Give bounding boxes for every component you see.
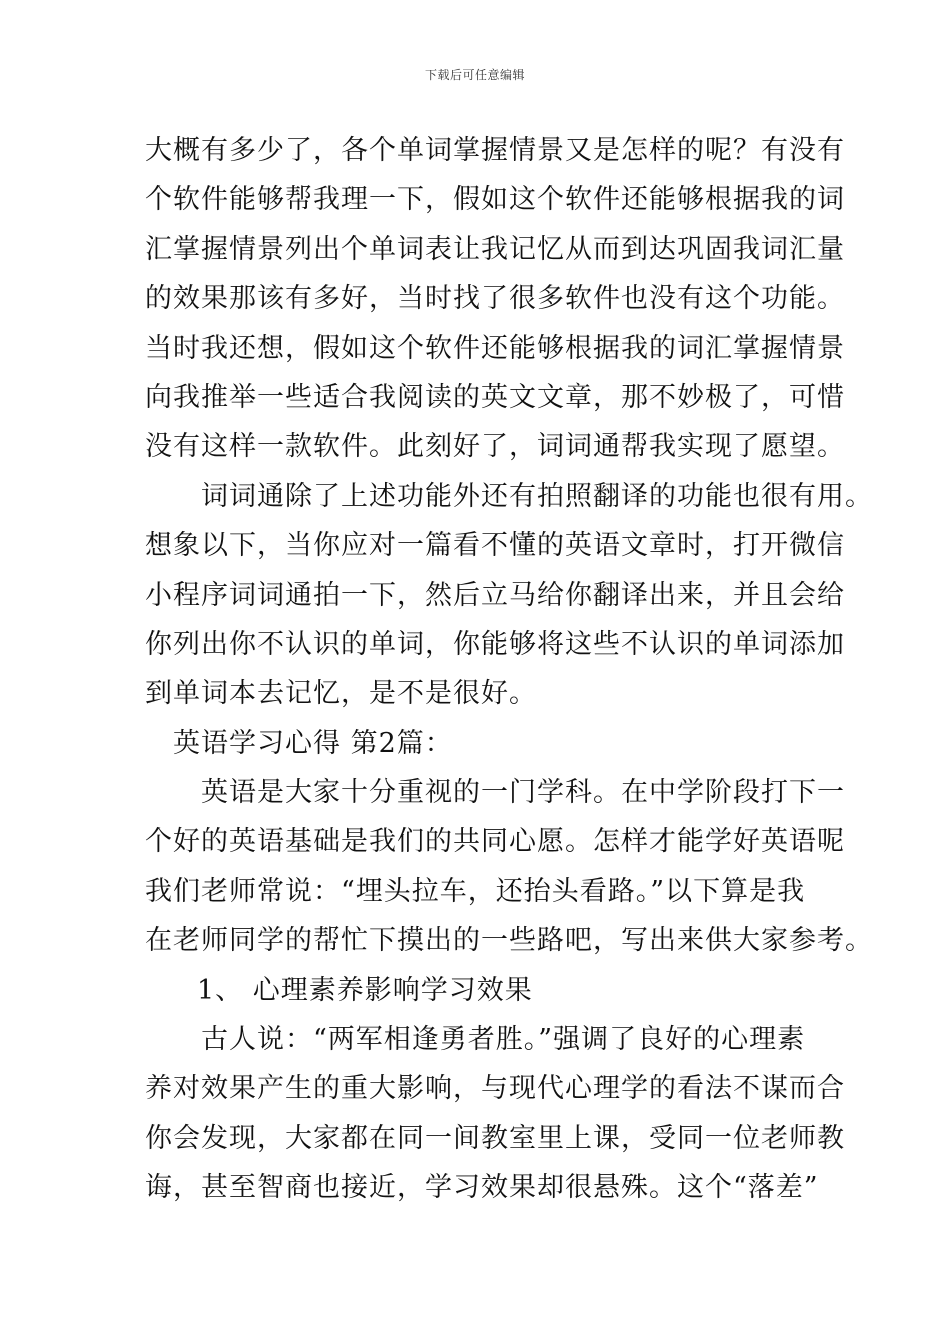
text-line: 在老师同学的帮忙下摸出的一些路吧，写出来供大家参考。 xyxy=(145,925,873,957)
text-line: 的效果那该有多好，当时找了很多软件也没有这个功能。 xyxy=(145,283,845,315)
text-line: 养对效果产生的重大影响，与现代心理学的看法不谋而合 xyxy=(145,1073,845,1105)
text-line: 你会发现，大家都在同一间教室里上课，受同一位老师教 xyxy=(145,1122,845,1154)
text-line: 我们老师常说：“埋头拉车，还抬头看路。”以下算是我 xyxy=(145,875,806,907)
paragraph-start-line: 词词通除了上述功能外还有拍照翻译的功能也很有用。 xyxy=(201,480,873,512)
text-line: 个好的英语基础是我们的共同心愿。怎样才能学好英语呢 xyxy=(145,826,845,858)
text-line: 小程序词词通拍一下，然后立马给你翻译出来，并且会给 xyxy=(145,579,845,611)
section-heading: 英语学习心得 第2篇： xyxy=(173,727,453,759)
paragraph-start-line: 古人说：“两军相逢勇者胜。”强调了良好的心理素 xyxy=(201,1024,806,1056)
text-line: 当时我还想，假如这个软件还能够根据我的词汇掌握情景 xyxy=(145,332,845,364)
text-line: 到单词本去记忆，是不是很好。 xyxy=(145,678,537,710)
text-line: 大概有多少了，各个单词掌握情景又是怎样的呢？有没有 xyxy=(145,135,845,166)
text-line: 诲，甚至智商也接近，学习效果却很悬殊。这个“落差” xyxy=(145,1172,819,1204)
paragraph-start-line: 英语是大家十分重视的一门学科。在中学阶段打下一 xyxy=(201,777,845,809)
text-line: 没有这样一款软件。此刻好了，词词通帮我实现了愿望。 xyxy=(145,431,845,463)
text-line: 汇掌握情景列出个单词表让我记忆从而到达巩固我词汇量 xyxy=(145,233,845,265)
text-line: 想象以下，当你应对一篇看不懂的英语文章时，打开微信 xyxy=(145,530,845,562)
body-text xyxy=(145,126,873,1213)
text-line: 你列出你不认识的单词，你能够将这些不认识的单词添加 xyxy=(145,628,845,660)
header-note: 下载后可任意编辑 xyxy=(424,68,525,82)
subsection-heading: 1、 心理素养影响学习效果 xyxy=(197,974,533,1006)
text-line: 个软件能够帮我理一下，假如这个软件还能够根据我的词 xyxy=(145,184,845,216)
text-line: 向我推举一些适合我阅读的英文文章，那不妙极了，可惜 xyxy=(145,381,845,413)
